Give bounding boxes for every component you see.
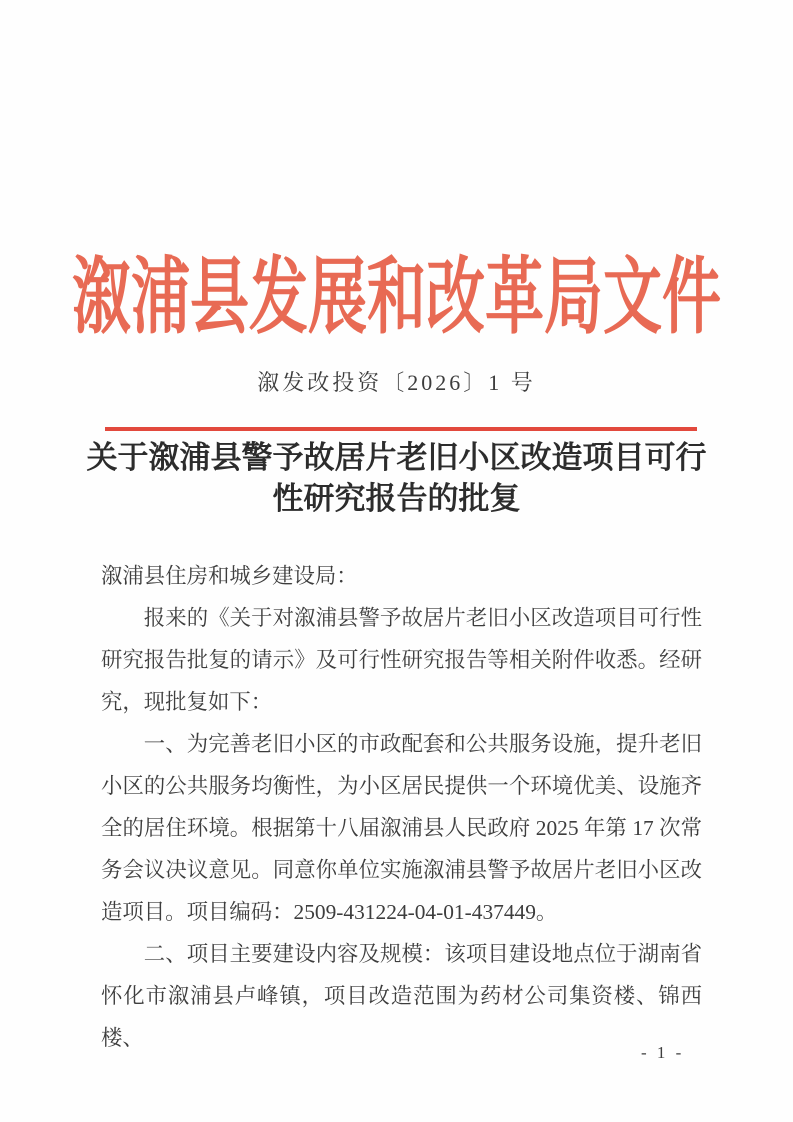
header-divider-line (105, 427, 697, 431)
page-number: - 1 - (641, 1043, 685, 1062)
body-paragraphs (101, 597, 702, 1059)
body-paragraph: 报来的《关于对溆浦县警予故居片老旧小区改造项目可行性研究报告批复的请示》及可行性研究报告等相关附件收悉。经研究，现批复如下： (101, 606, 702, 714)
document-reference-number: 溆发改投资〔2026〕1 号 (257, 370, 536, 395)
salutation-line: 溆浦县住房和城乡建设局： (101, 564, 358, 588)
body-paragraph: 一、为完善老旧小区的市政配套和公共服务设施，提升老旧小区的公共服务均衡性，为小区居民提供一个环境优美、设施齐全的居住环境。根据第十八届溆浦县人民政府 2025 年第 17 次常务会议决议意见。同意你单位实施溆浦县警予故居片老旧小区改造项目。项目编码：2509-431224-04-01-437449。 (101, 732, 702, 924)
document-title: 关于溆浦县警予故居片老旧小区改造项目可行性研究报告的批复 (86, 440, 707, 516)
body-paragraph: 二、项目主要建设内容及规模：该项目建设地点位于湖南省怀化市溆浦县卢峰镇，项目改造范围为药材公司集资楼、锦西楼、 (101, 942, 702, 1050)
agency-masthead-title: 溆浦县发展和改革局文件 (71, 250, 721, 345)
document-body (101, 555, 702, 1059)
